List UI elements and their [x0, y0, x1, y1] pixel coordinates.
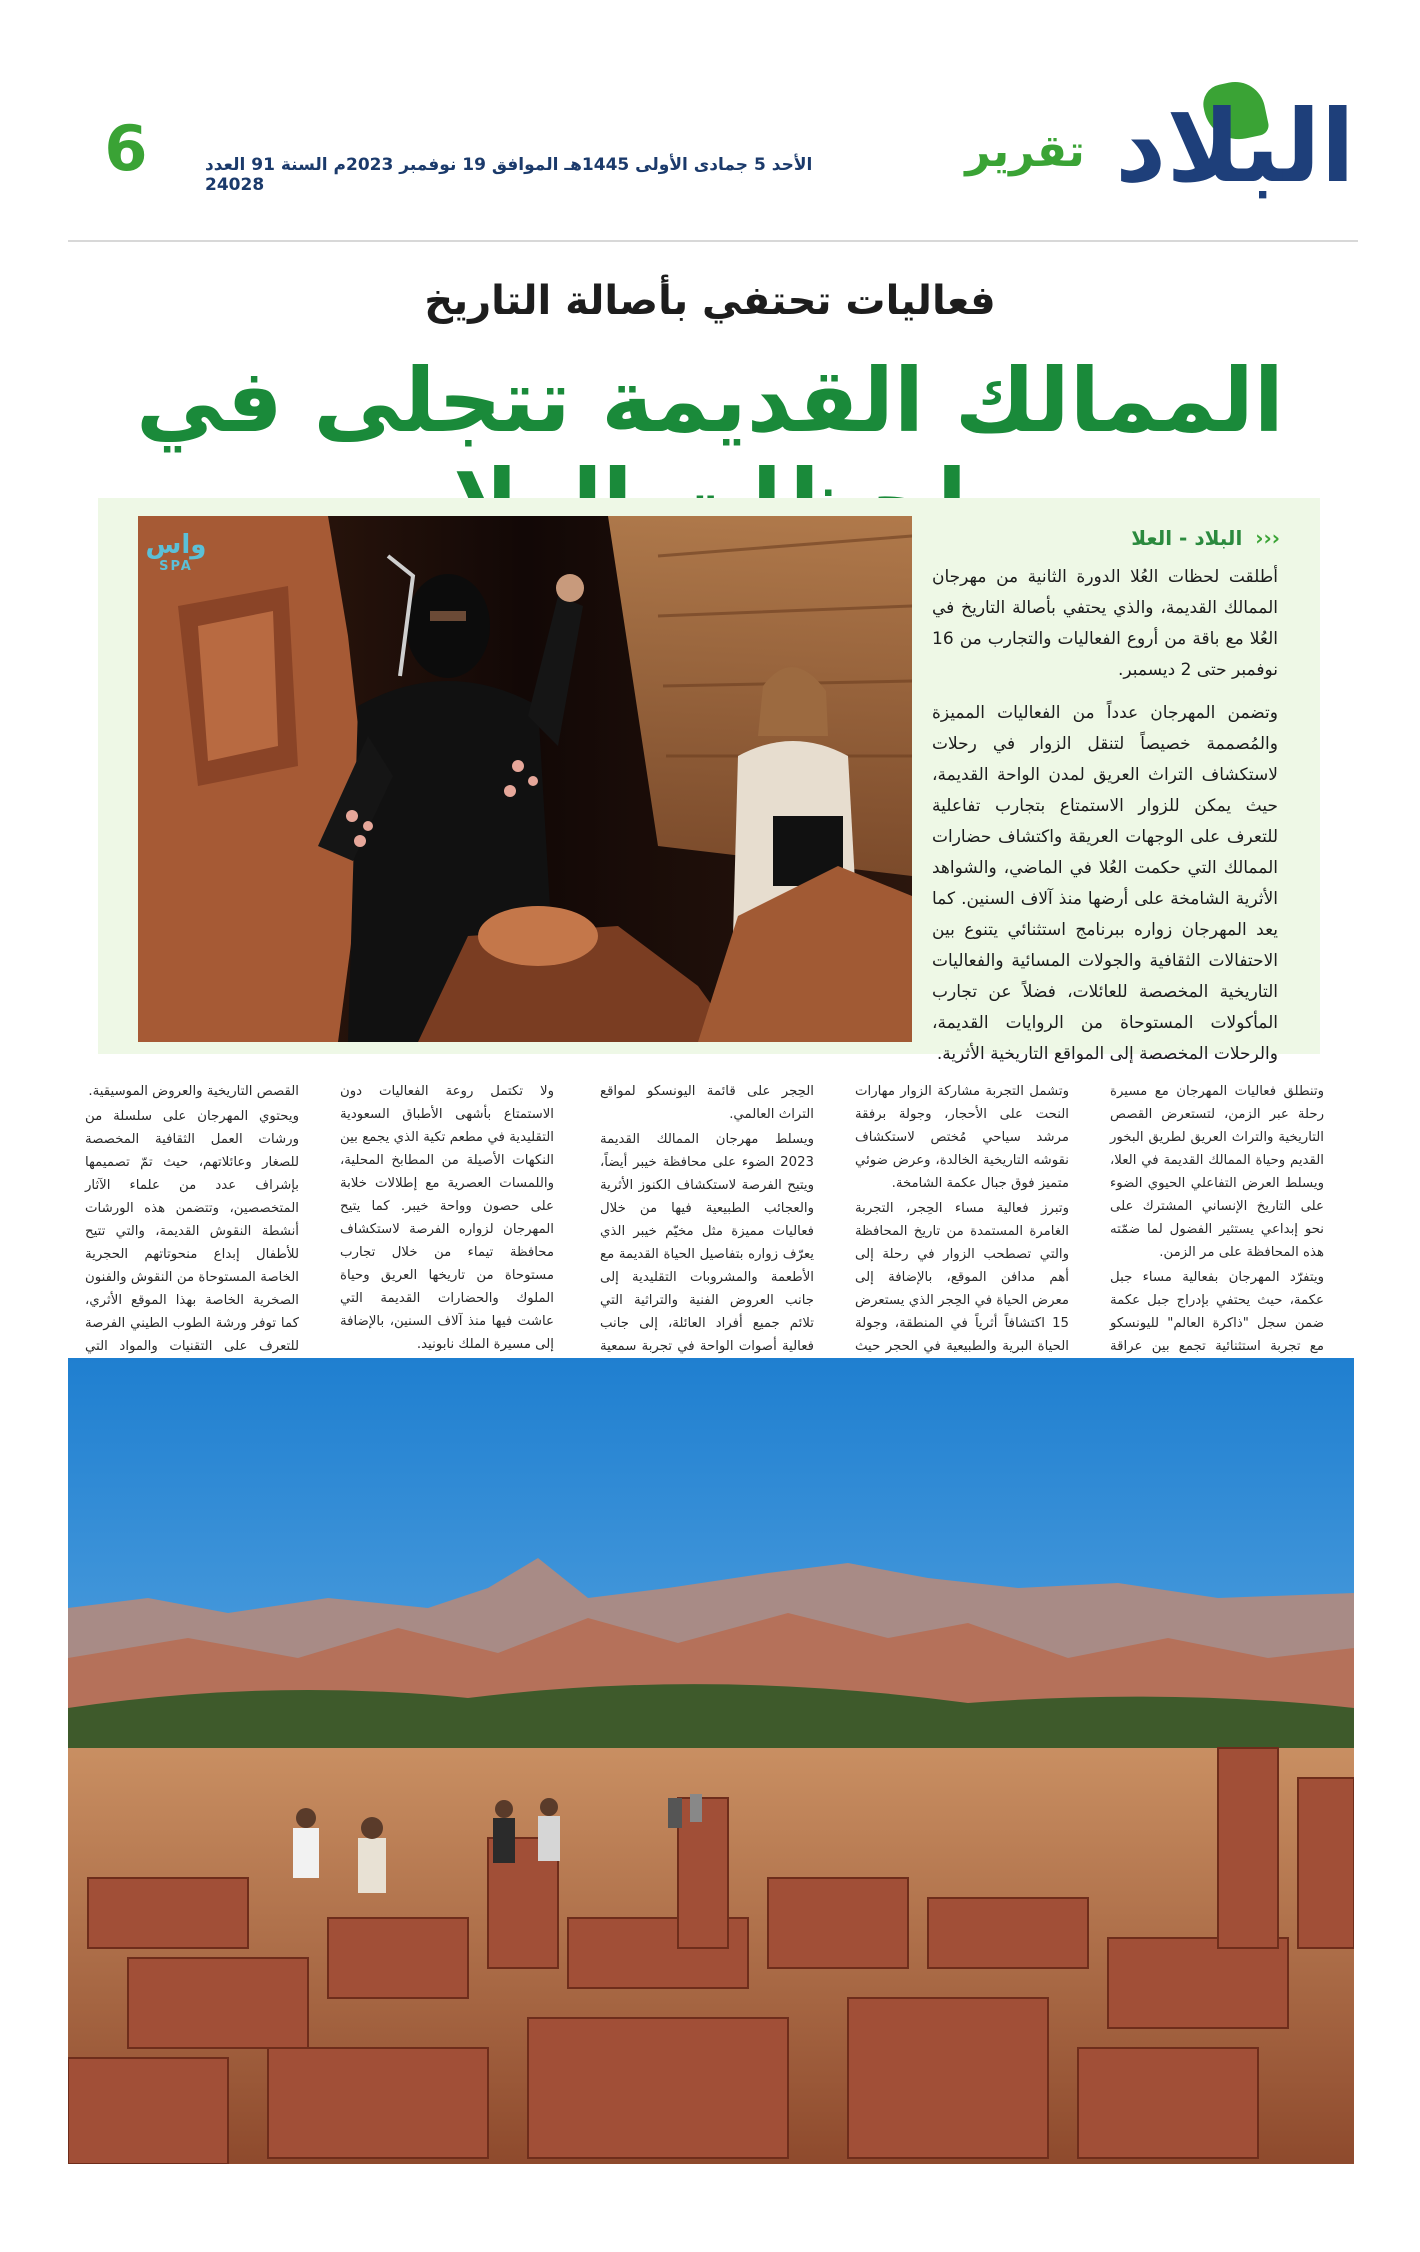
- article-kicker: فعاليات تحتفي بأصالة التاريخ: [424, 278, 996, 324]
- body-paragraph: الحِجر على قائمة اليونسكو لمواقع التراث العالمي.: [600, 1084, 814, 1122]
- intro-paragraph: أطلقت لحظات العُلا الدورة الثانية من مهرجان الممالك القديمة، والذي يحتفي بأصالة التاريخ في العُلا مع باقة من أروع الفعاليات والتجارب من 16 نوفمبر حتى 2 ديسمبر.: [932, 567, 1278, 680]
- body-paragraph: ويتفرّد المهرجان بفعالية مساء جبل عكمة، حيث يحتفي بإدراج جبل عكمة ضمن سجل "ذاكرة العالم" لليونسكو مع تجربة استثنائية تجمع بين عراقة: [1110, 1270, 1324, 1354]
- intro-column: [932, 562, 1278, 1082]
- body-paragraph: ويحتوي المهرجان على سلسلة من ورشات العمل الثقافية المخصصة للصغار وعائلاتهم، حيث تمّ تصميمها بإشراف عدد من علماء الآثار المتخصصين، وتتضمن هذه الورشات أنشطة النقوش القديمة، والتي تتيح للأطفال إبداع منحوتاتهم الحجرية الخاصة المستوحاة من النقوش والفنون الصخرية الخاصة بهذا الموقع الأثري، كما توفر ورشة الطوب الطيني الفرصة للتعرف على التقنيات والمواد التي: [85, 1109, 299, 1354]
- body-paragraph: وتبرز فعالية مساء الحِجر، التجربة الغامرة المستمدة من تاريخ المحافظة والتي تصطحب الزوار في رحلة إلى أهم مدافن الموقع، بالإضافة إلى معرض الحياة في الحِجر الذي يستعرض 15 اكتشافاً أثرياً في المنطقة، وجولة الحياة البرية والطبيعية في الحجر حيث: [855, 1201, 1069, 1354]
- article-headline: الممالك القديمة تتجلى في: [136, 349, 1284, 452]
- body-paragraph: ولا تكتمل روعة الفعاليات دون الاستمتاع بأشهى الأطباق السعودية التقليدية في مطعم تكية الذي يجمع بين النكهات الأصيلة من المطابخ المحلية، واللمسات العصرية مع إطلالات خلابة على حصون وواحة خيبر. كما يتيح المهرجان لزواره الفرصة لاستكشاف محافظة تيماء من خلال تجارب مستوحاة من تاريخها العريق وحياة الملوك والحضارات القديمة التي عاشت فيها منذ آلاف السنين، بالإضافة إلى مسيرة الملك نابونيد.: [340, 1084, 554, 1352]
- section-label: تقرير: [965, 126, 1085, 177]
- body-paragraph: القصص التاريخية والعروض الموسيقية.: [88, 1084, 299, 1099]
- newspaper-logo: [1110, 88, 1360, 206]
- byline-text: البلاد - العلا: [1131, 526, 1243, 550]
- body-column-1: [1110, 1080, 1324, 1383]
- page-number: 6: [104, 112, 148, 185]
- landscape-illustration: [68, 1358, 1354, 2164]
- logo-text: البلاد: [1115, 88, 1355, 205]
- date-line: الأحد 5 جمادى الأولى 1445هـ الموافق 19 نوفمبر 2023م السنة 91 العدد 24028: [205, 155, 813, 195]
- body-paragraph: وتشمل التجربة مشاركة الزوار مهارات النحت على الأحجار، وجولة برفقة مرشد سياحي مُختص لاستكشاف نقوشه التاريخية الخالدة، وعرض ضوئي متميز فوق جبال عكمة الشامخة.: [855, 1084, 1069, 1191]
- double-chevron-icon: ‹‹‹: [1255, 526, 1280, 550]
- spa-watermark-arabic: واس: [145, 530, 207, 560]
- hegra-landscape-photo: [68, 1358, 1354, 2164]
- spa-watermark-latin: SPA: [159, 559, 193, 574]
- performer-photo: [138, 516, 912, 1042]
- header-divider: [68, 240, 1358, 242]
- body-paragraph: وتنطلق فعاليات المهرجان مع مسيرة رحلة عبر الزمن، لتستعرض القصص التاريخية والتراث العريق لطريق البخور القديم وحياة الممالك القديمة في العلا، ويسلط العرض التفاعلي الحيوي الضوء على التاريخ الإنساني المشترك على نحو إبداعي يستثير الفضول لما ضمّته هذه المحافظة على مر الزمن.: [1110, 1084, 1324, 1260]
- spa-watermark: [138, 530, 214, 580]
- intro-paragraph: وتضمن المهرجان عدداً من الفعاليات المميزة والمُصممة خصيصاً لتنقل الزوار في رحلات لاستكشاف التراث العريق لمدن الواحة القديمة، حيث يمكن للزوار الاستمتاع بتجارب تفاعلية للتعرف على الوجهات العريقة واكتشاف حضارات الممالك التي حكمت العُلا في الماضي، والشواهد الأثرية الشامخة على أرضها منذ آلاف السنين. كما يعد المهرجان زواره ببرنامج استثنائي يتنوع بين الاحتفالات الثقافية والجولات المسائية والفعاليات التاريخية المخصصة للعائلات، فضلاً عن تجارب المأكولات المستوحاة من الروايات القديمة، والرحلات المخصصة إلى المواقع التاريخية الأثرية.: [932, 703, 1278, 1064]
- byline: [1050, 526, 1280, 550]
- body-paragraph: ويسلط مهرجان الممالك القديمة 2023 الضوء على محافظة خيبر أيضاً، ويتيح الفرصة لاستكشاف الكنوز الأثرية والعجائب الطبيعية فيها من خلال فعاليات مميزة مثل مخيّم خيبر الذي يعرّف زواره بتفاصيل الحياة القديمة مع الأطعمة والمشروبات التقليدية إلى جانب العروض الفنية والتراثية التي تلائم جميع أفراد العائلة، إلى جانب فعالية أصوات الواحة في تجربة سمعية: [600, 1132, 814, 1354]
- performer-photo-illustration: [138, 516, 912, 1042]
